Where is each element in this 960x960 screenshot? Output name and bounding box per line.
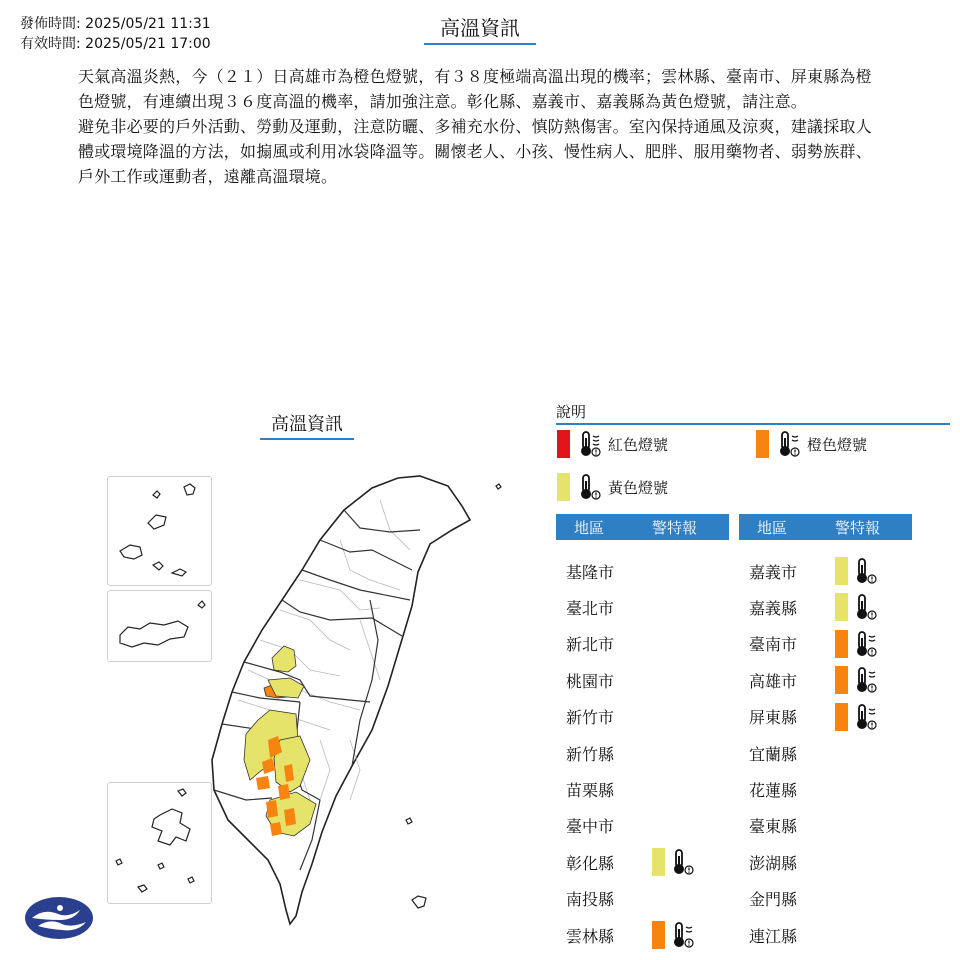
thermometer-heat-icon: [854, 703, 878, 731]
taiwan-map: [0, 440, 540, 940]
region-name: 高雄市: [749, 671, 798, 691]
region-row: [749, 699, 878, 735]
region-row: [566, 771, 652, 807]
thermometer-heat-icon: [671, 921, 695, 949]
region-name: 臺南市: [749, 635, 798, 655]
legend-item-red: [557, 430, 668, 458]
region-name: 臺北市: [566, 598, 615, 618]
legend-item-yellow: [557, 473, 668, 501]
warning-swatch-orange: [835, 630, 848, 658]
valid-time-label: 有效時間:: [20, 36, 81, 52]
warning-swatch-orange: [835, 666, 848, 694]
region-name: 嘉義縣: [749, 598, 798, 618]
region-name: 新竹市: [566, 708, 615, 728]
thermometer-heat-icon: [854, 593, 878, 621]
issue-time-value: 2025/05/21 11:31: [85, 16, 211, 32]
issue-time-label: 發佈時間:: [20, 16, 81, 32]
issue-info: [20, 14, 211, 54]
region-name: 新竹縣: [566, 744, 615, 764]
warning-indicator-yellow: [835, 593, 878, 621]
region-row: [749, 662, 878, 698]
thermometer-heat-icon: [854, 557, 878, 585]
region-name: 金門縣: [749, 890, 798, 910]
warning-swatch-yellow: [652, 848, 665, 876]
region-row: [566, 626, 652, 662]
region-name: 桃園市: [566, 671, 615, 691]
map-title: 高溫資訊: [260, 412, 354, 440]
region-name: 澎湖縣: [749, 853, 798, 873]
region-name: 基隆市: [566, 562, 615, 582]
advisory-paragraph-2: 避免非必要的戶外活動、勞動及運動，注意防曬、多補充水份、慎防熱傷害。室內保持通風及涼爽，建議採取人體或環境降溫的方法，如搧風或利用冰袋降溫等。關懷老人、小孩、慢性病人、肥胖、服用藥物者、弱勢族群、戶外工作或運動者，遠離高溫環境。: [78, 117, 872, 186]
region-name: 屏東縣: [749, 708, 798, 728]
region-row: [566, 808, 652, 844]
region-row: [749, 553, 878, 589]
warning-swatch-orange: [652, 921, 665, 949]
region-name: 苗栗縣: [566, 780, 615, 800]
legend-swatch-yellow: [557, 473, 570, 501]
region-row: [566, 881, 652, 917]
thermometer-heat-icon: [854, 630, 878, 658]
warning-column-header: 警特報: [652, 518, 698, 537]
advisory-paragraph-1: 天氣高溫炎熱，今（２１）日高雄市為橙色燈號，有３８度極端高溫出現的機率；雲林縣、臺南市、屏東縣為橙色燈號，有連續出現３６度高溫的機率，請加強注意。彰化縣、嘉義市、嘉義縣為黃色燈號，請注意。: [78, 67, 872, 111]
region-row: [566, 735, 652, 771]
region-row: [749, 808, 835, 844]
thermometer-heat-icon: [777, 430, 801, 458]
warning-swatch-yellow: [835, 557, 848, 585]
region-row: [749, 844, 835, 880]
region-name: 花蓮縣: [749, 780, 798, 800]
region-name: 南投縣: [566, 890, 615, 910]
warning-indicator-orange: [652, 921, 695, 949]
valid-time-value: 2025/05/21 17:00: [85, 36, 211, 52]
region-row: [749, 917, 835, 953]
warning-indicator-yellow: [835, 557, 878, 585]
region-row: [566, 553, 652, 589]
region-row: [749, 771, 835, 807]
legend-label-red: 紅色燈號: [608, 435, 669, 454]
legend-label-yellow: 黃色燈號: [608, 478, 669, 497]
legend-swatch-orange: [756, 430, 769, 458]
cwa-logo-icon: [24, 896, 94, 940]
warning-indicator-orange: [835, 666, 878, 694]
warning-indicator-orange: [835, 703, 878, 731]
region-row: [749, 735, 835, 771]
region-name: 嘉義市: [749, 562, 798, 582]
thermometer-heat-icon: [578, 473, 602, 501]
region-name: 彰化縣: [566, 853, 615, 873]
advisory-text: [78, 64, 878, 189]
warning-indicator-orange: [835, 630, 878, 658]
warning-swatch-orange: [835, 703, 848, 731]
thermometer-heat-icon: [578, 430, 602, 458]
region-row: [566, 844, 695, 880]
region-row: [566, 662, 652, 698]
region-name: 宜蘭縣: [749, 744, 798, 764]
region-name: 連江縣: [749, 926, 798, 946]
region-name: 新北市: [566, 635, 615, 655]
thermometer-heat-icon: [671, 848, 695, 876]
table-header-left: [556, 514, 729, 540]
region-name: 臺中市: [566, 817, 615, 837]
warning-column-header: 警特報: [835, 518, 881, 537]
legend-heading: 說明: [556, 402, 950, 425]
warning-swatch-yellow: [835, 593, 848, 621]
region-name: 臺東縣: [749, 817, 798, 837]
region-row: [566, 699, 652, 735]
region-row: [566, 917, 695, 953]
region-row: [749, 589, 878, 625]
region-column-header: 地區: [757, 518, 788, 537]
table-header-right: [739, 514, 912, 540]
legend-label-orange: 橙色燈號: [807, 435, 868, 454]
region-row: [566, 589, 652, 625]
page-title: 高溫資訊: [424, 14, 536, 45]
region-column-header: 地區: [574, 518, 605, 537]
region-row: [749, 626, 878, 662]
region-row: [749, 881, 835, 917]
legend-swatch-red: [557, 430, 570, 458]
legend-item-orange: [756, 430, 867, 458]
region-name: 雲林縣: [566, 926, 615, 946]
thermometer-heat-icon: [854, 666, 878, 694]
warning-indicator-yellow: [652, 848, 695, 876]
